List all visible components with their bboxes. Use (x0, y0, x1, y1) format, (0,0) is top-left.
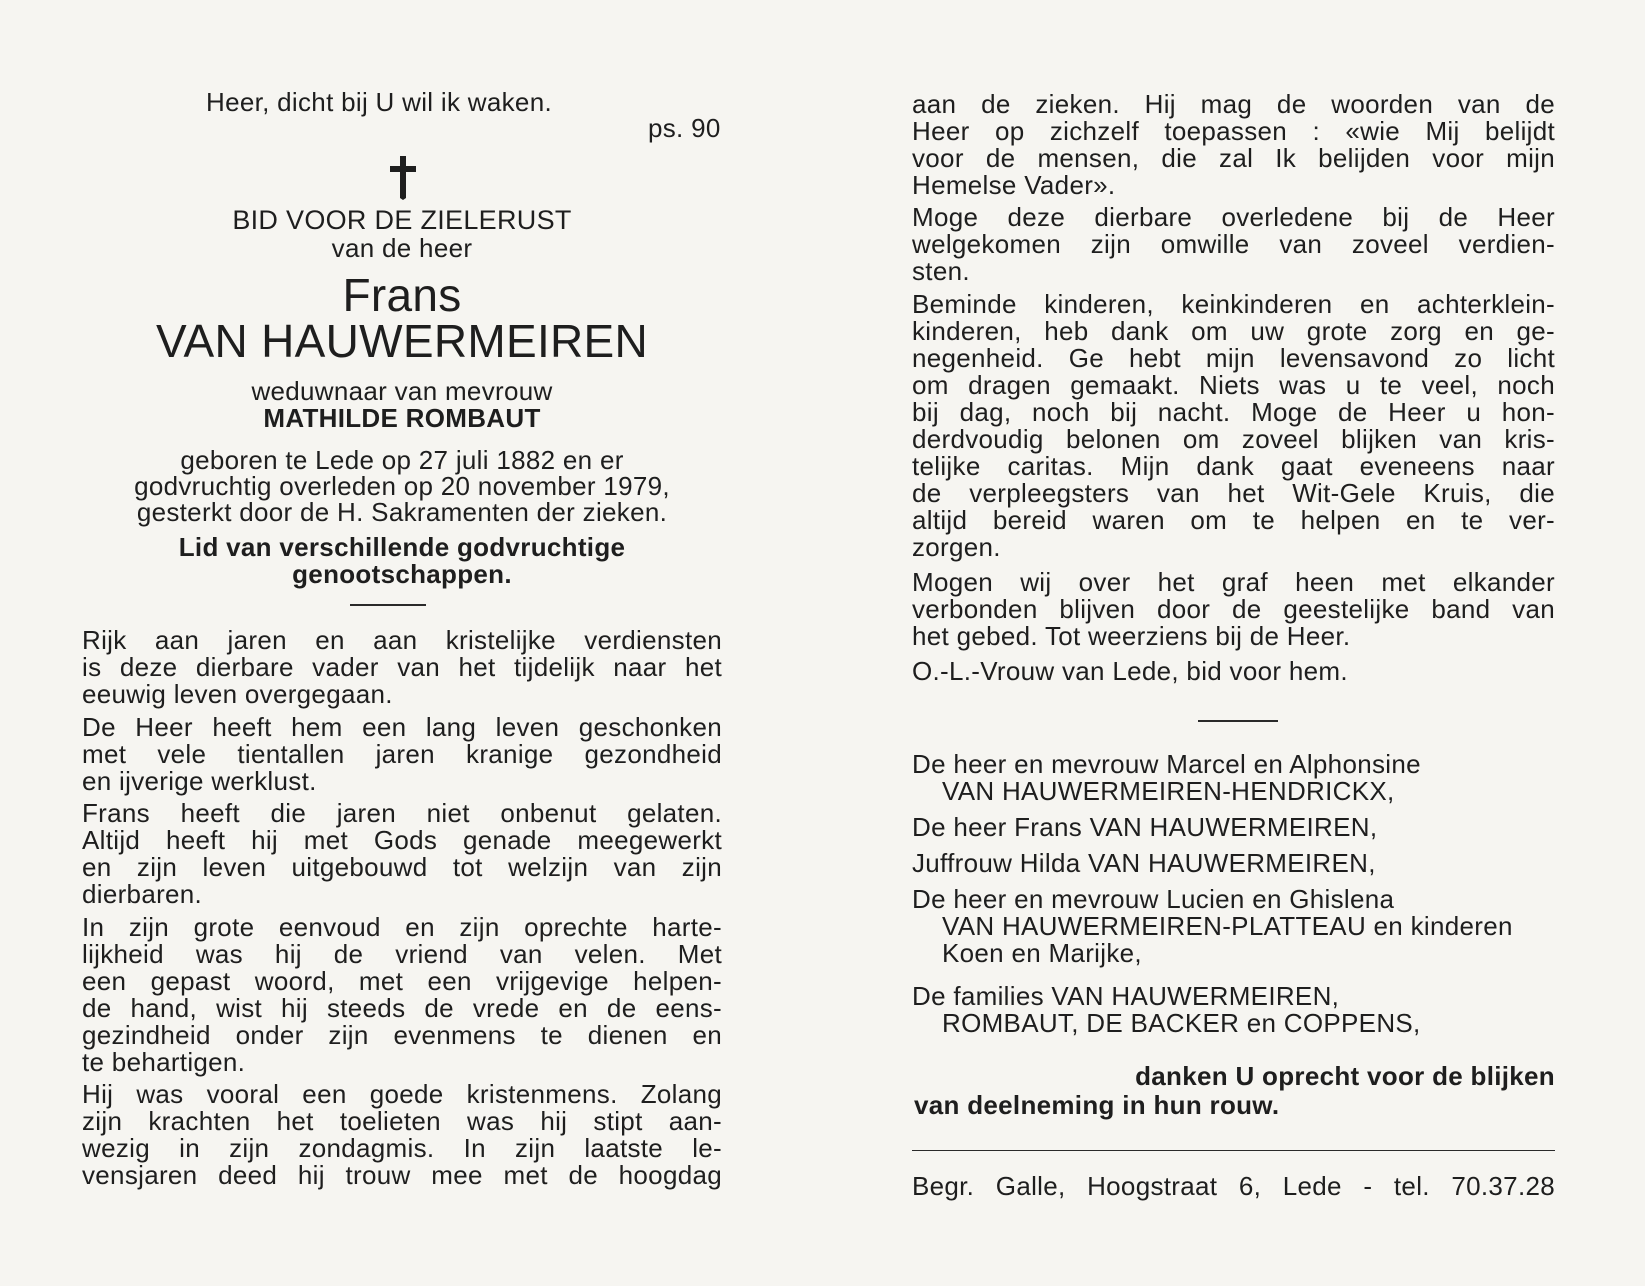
text-line: welgekomen zijn omwille van zoveel verdien- (912, 229, 1555, 259)
text-line: het gebed. Tot weerziens bij de Heer. (912, 621, 1351, 651)
text-line: Rijk aan jaren en aan kristelijke verdiensten (82, 625, 722, 655)
divider (1198, 720, 1278, 722)
text-line: kinderen, heb dank om uw grote zorg en ge- (912, 316, 1555, 346)
text-line: en zijn leven uitgebouwd tot welzijn van zijn (82, 852, 722, 882)
text-line: Beminde kinderen, keinkinderen en achterklein- (912, 289, 1555, 319)
life-line: geboren te Lede op 27 juli 1882 en er (180, 445, 624, 475)
family-line: De heer Frans VAN HAUWERMEIREN, (912, 812, 1378, 842)
text-line: Hij was vooral een goede kristenmens. Zolang (82, 1079, 722, 1109)
text-line: sten. (912, 256, 970, 286)
text-line: voor de mensen, die zal Ik belijden voor mijn (912, 143, 1555, 173)
widower-line: weduwnaar van mevrouw (251, 376, 553, 406)
text-line: vensjaren deed hij trouw mee met de hoogdag (82, 1160, 722, 1190)
family-line: De heer en mevrouw Lucien en Ghislena (912, 884, 1395, 914)
life-line: godvruchtig overleden op 20 november 1979, (134, 471, 670, 501)
text-line: bij dag, noch bij nacht. Moge de Heer u hon- (912, 397, 1555, 427)
text-line: telijke caritas. Mijn dank gaat eveneens naar (912, 451, 1555, 481)
divider (350, 604, 426, 606)
family-line: ROMBAUT, DE BACKER en COPPENS, (942, 1008, 1421, 1038)
text-line: de hand, wist hij steeds de vrede en de eens- (82, 993, 722, 1023)
text-line: gezindheid onder zijn evenmens te dienen en (82, 1020, 722, 1050)
thanks-line: van deelneming in hun rouw. (914, 1090, 1280, 1120)
family-line: De families VAN HAUWERMEIREN, (912, 981, 1340, 1011)
text-line: negenheid. Ge hebt mijn levensavond zo licht (912, 343, 1555, 373)
text-line: aan de zieken. Hij mag de woorden van de (912, 89, 1555, 119)
membership-line: genootschappen. (292, 559, 512, 589)
text-line: dierbaren. (82, 879, 203, 909)
text-line: lijkheid was hij de vriend van velen. Met (82, 939, 722, 969)
text-line: Mogen wij over het graf heen met elkander (912, 567, 1555, 597)
prayer-subheading: van de heer (331, 233, 473, 263)
text-line: Moge deze dierbare overledene bij de Heer (912, 202, 1555, 232)
text-line: te behartigen. (82, 1047, 246, 1077)
family-line: VAN HAUWERMEIREN-HENDRICKX, (942, 776, 1395, 806)
deceased-surname: VAN HAUWERMEIREN (155, 315, 649, 367)
text-line: de verpleegsters van het Wit-Gele Kruis, die (912, 478, 1555, 508)
thanks-line: danken U oprecht voor de blijken (1135, 1061, 1555, 1091)
text-line: In zijn grote eenvoud en zijn oprechte harte- (82, 912, 722, 942)
text-line: altijd bereid waren om te helpen en te ver- (912, 505, 1555, 535)
text-line: De Heer heeft hem een lang leven geschonken (82, 712, 722, 742)
text-line: Heer op zichzelf toepassen : «wie Mij belijdt (912, 116, 1555, 146)
family-line: VAN HAUWERMEIREN-PLATTEAU en kinderen (942, 911, 1513, 941)
text-line: wezig in zijn zondagmis. In zijn laatste le- (82, 1133, 722, 1163)
text-line: derdvoudig belonen om zoveel blijken van kris- (912, 424, 1555, 454)
footer-rule (912, 1150, 1555, 1151)
membership-line: Lid van verschillende godvruchtige (178, 532, 626, 562)
text-line: zorgen. (912, 532, 1001, 562)
psalm-reference: ps. 90 (648, 113, 721, 143)
text-line: zijn krachten het toelieten was hij stipt aan- (82, 1106, 722, 1136)
life-line: gesterkt door de H. Sakramenten der zieken. (136, 497, 668, 527)
text-line: om dragen gemaakt. Niets was u te veel, noch (912, 370, 1555, 400)
spouse-name: MATHILDE ROMBAUT (263, 403, 541, 433)
deceased-first-name: Frans (342, 269, 462, 321)
printer-line: Begr. Galle, Hoogstraat 6, Lede - tel. 70.37.28 (912, 1171, 1555, 1201)
family-line: De heer en mevrouw Marcel en Alphonsine (912, 749, 1421, 779)
text-line: is deze dierbare vader van het tijdelijk naar het (82, 652, 722, 682)
text-line: Altijd heeft hij met Gods genade meegewerkt (82, 825, 722, 855)
epigraph: Heer, dicht bij U wil ik waken. (206, 87, 552, 117)
family-line: Juffrouw Hilda VAN HAUWERMEIREN, (912, 848, 1376, 878)
text-line: Hemelse Vader». (912, 170, 1116, 200)
family-line: Koen en Marijke, (942, 938, 1142, 968)
prayer-heading: BID VOOR DE ZIELERUST (232, 205, 572, 235)
invocation: O.-L.-Vrouw van Lede, bid voor hem. (912, 656, 1348, 686)
text-line: eeuwig leven overgegaan. (82, 679, 393, 709)
text-line: met vele tientallen jaren kranige gezondheid (82, 739, 722, 769)
text-line: Frans heeft die jaren niet onbenut gelaten. (82, 798, 722, 828)
text-line: een gepast woord, met een vrijgevige helpen- (82, 966, 722, 996)
text-line: verbonden blijven door de geestelijke band van (912, 594, 1555, 624)
text-line: en ijverige werklust. (82, 766, 317, 796)
cross-icon (389, 156, 417, 200)
